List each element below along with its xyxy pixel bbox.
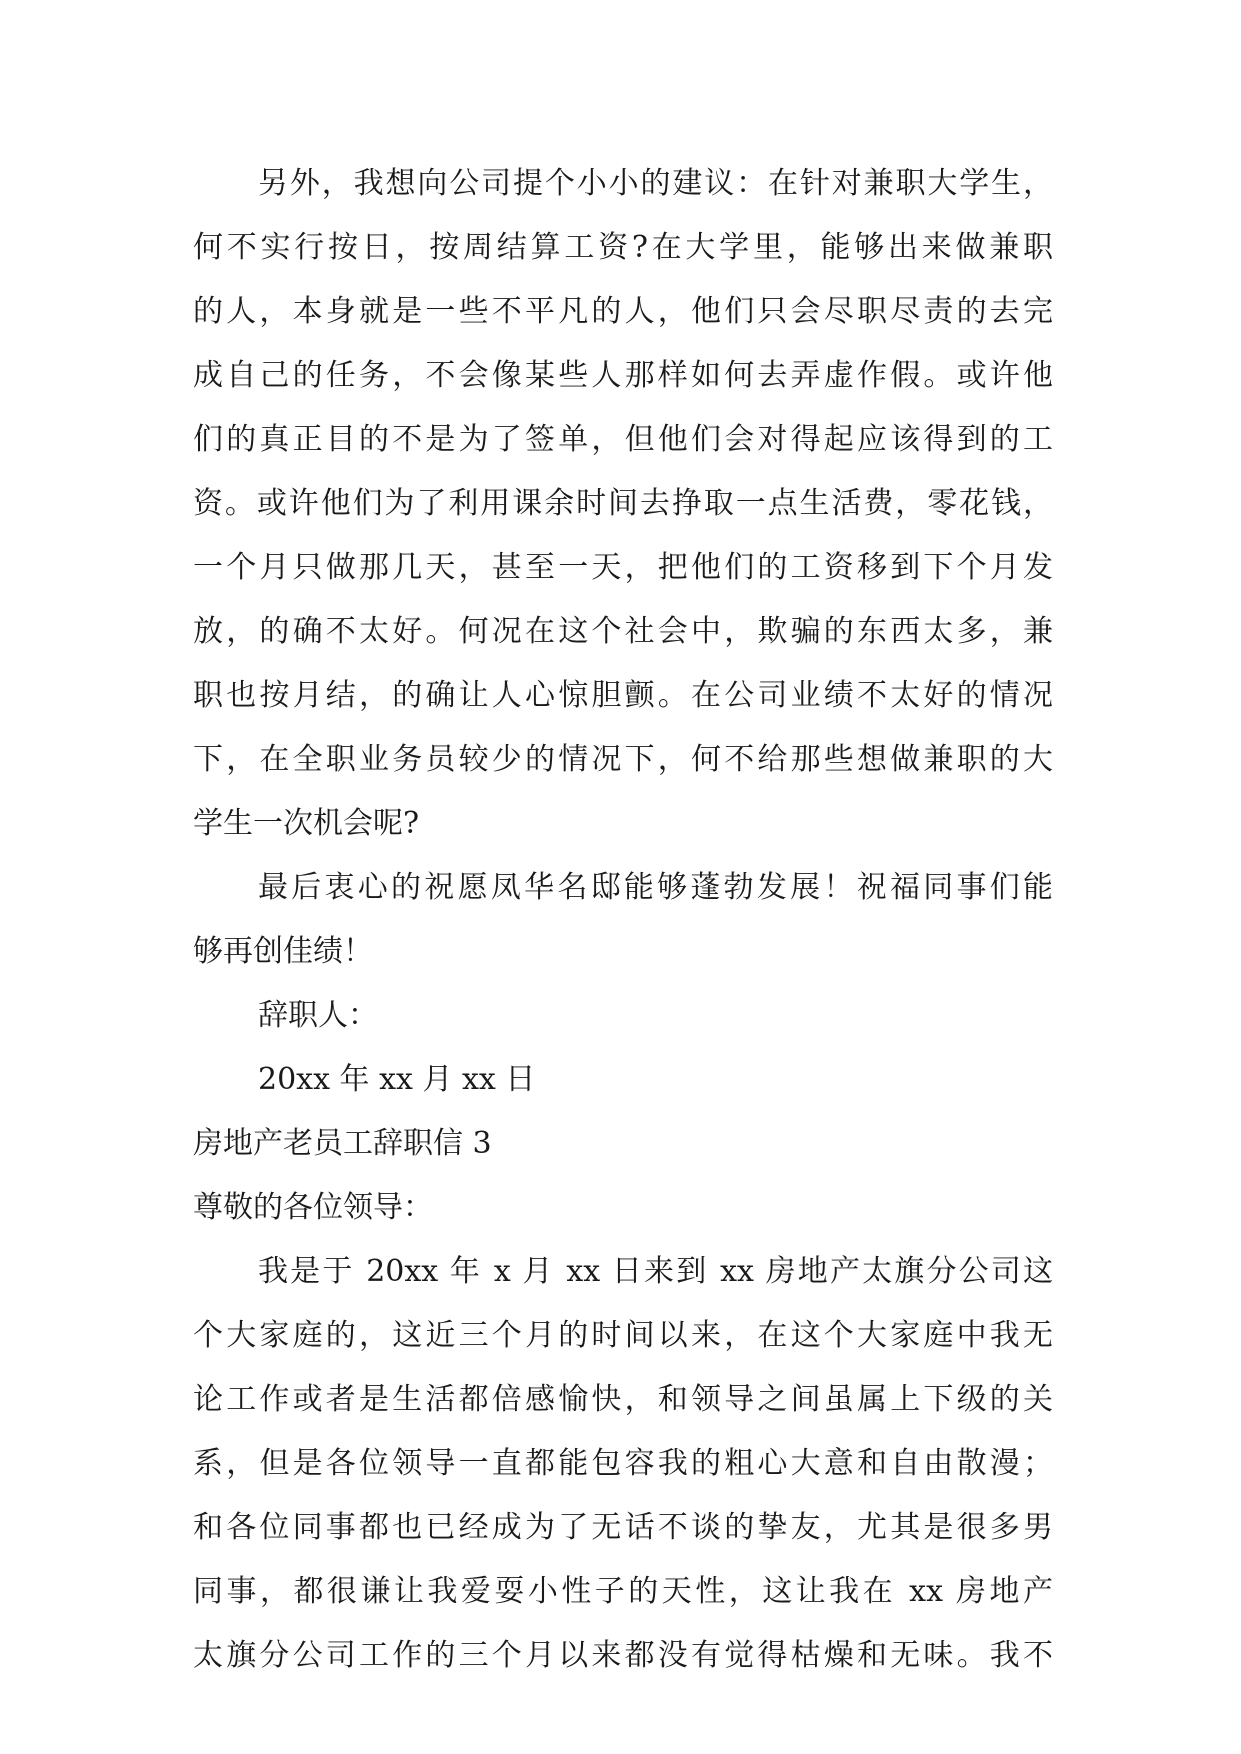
text-line: 的人，本身就是一些不平凡的人，他们只会尽职尽责的去完 [193,294,1053,329]
text-line: 个大家庭的，这近三个月的时间以来，在这个大家庭中我无 [193,1318,1053,1353]
text-line: 下，在全职业务员较少的情况下，何不给那些想做兼职的大 [193,742,1053,777]
text-line: 职也按月结，的确让人心惊胆颤。在公司业绩不太好的情况 [193,678,1053,713]
text-line: 何不实行按日，按周结算工资?在大学里，能够出来做兼职 [193,230,1053,265]
text-line: 放，的确不太好。何况在这个社会中，欺骗的东西太多，兼 [193,614,1053,649]
text-line: 同事，都很谦让我爱耍小性子的天性，这让我在 xx 房地产 [193,1574,1053,1609]
text-line: 资。或许他们为了利用课余时间去挣取一点生活费，零花钱， [193,486,1053,521]
text-line: 太旗分公司工作的三个月以来都没有觉得枯燥和无味。我不 [193,1638,1053,1673]
text-line: 成自己的任务，不会像某些人那样如何去弄虚作假。或许他 [193,358,1053,393]
text-line: 最后衷心的祝愿凤华名邸能够蓬勃发展！祝福同事们能 [258,870,1053,905]
text-line: 论工作或者是生活都倍感愉快，和领导之间虽属上下级的关 [193,1382,1053,1417]
section-title: 房地产老员工辞职信 3 [193,1126,492,1161]
salutation: 尊敬的各位领导： [193,1190,433,1225]
text-line: 们的真正目的不是为了签单，但他们会对得起应该得到的工 [193,422,1053,457]
text-line: 系，但是各位领导一直都能包容我的粗心大意和自由散漫； [193,1446,1053,1481]
text-line: 和各位同事都也已经成为了无话不谈的挚友，尤其是很多男 [193,1510,1053,1545]
signer-label: 辞职人： [258,998,378,1033]
text-line: 够再创佳绩！ [193,934,373,969]
text-line: 学生一次机会呢? [193,806,420,841]
signature-date: 20xx 年 xx 月 xx 日 [258,1062,536,1097]
text-line: 另外，我想向公司提个小小的建议：在针对兼职大学生， [258,166,1053,201]
text-line: 一个月只做那几天，甚至一天，把他们的工资移到下个月发 [193,550,1053,585]
text-line: 我是于 20xx 年 x 月 xx 日来到 xx 房地产太旗分公司这 [258,1254,1053,1289]
